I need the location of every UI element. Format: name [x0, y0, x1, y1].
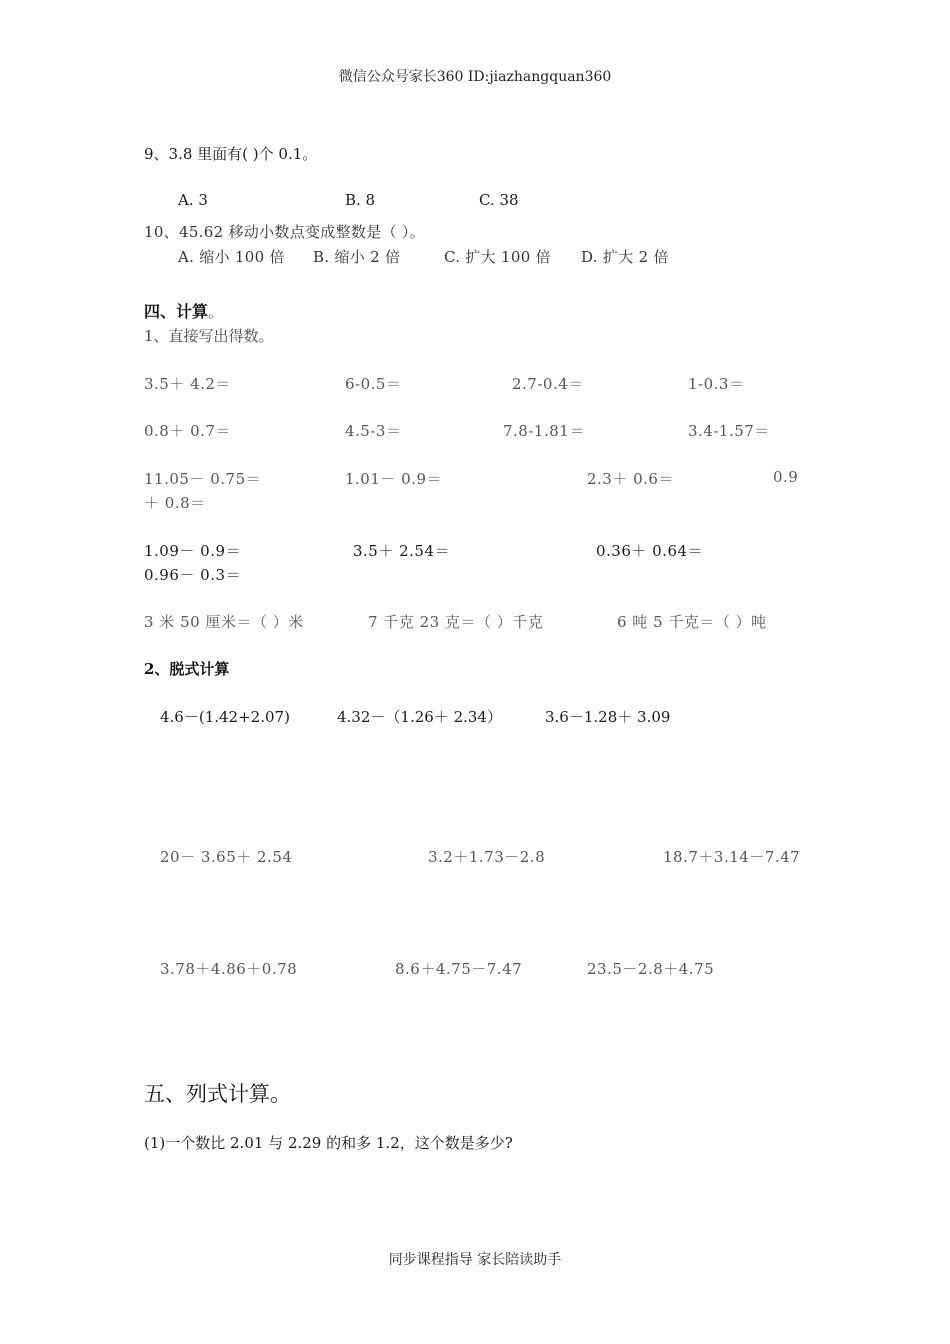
part-2-title: 2、脱式计算 — [144, 660, 230, 678]
step-calc-expression: 3.6－1.28＋ 3.09 — [545, 708, 671, 726]
section-4-title-suffix: 。 — [208, 303, 224, 321]
q10-option-a: A. 缩小 100 倍 — [178, 248, 285, 266]
q9-option-c: C. 38 — [479, 191, 519, 209]
q9-option-a: A. 3 — [178, 191, 208, 209]
q10-option-c: C. 扩大 100 倍 — [444, 248, 551, 266]
unit-conversion: 3 米 50 厘米＝（ ）米 — [144, 613, 304, 631]
page-header: 微信公众号家长360 ID:jiazhangquan360 — [338, 69, 612, 85]
section-4-title: 四、计算 — [144, 302, 209, 321]
oral-calc-item: 2.7-0.4＝ — [512, 375, 584, 393]
step-calc-expression: 18.7＋3.14－7.47 — [663, 848, 801, 866]
word-problem-1: (1)一个数比 2.01 与 2.29 的和多 1.2，这个数是多少? — [144, 1134, 513, 1152]
section-4-heading — [144, 299, 223, 322]
oral-calc-item: 3.5＋ 2.54＝ — [353, 542, 451, 560]
oral-calc-item: 3.5＋ 4.2＝ — [144, 375, 231, 393]
oral-calc-item: 7.8-1.81＝ — [503, 422, 585, 440]
step-calc-expression: 20－ 3.65＋ 2.54 — [160, 848, 293, 866]
q10-option-d: D. 扩大 2 倍 — [581, 248, 669, 266]
step-calc-expression: 4.6－(1.42+2.07) — [160, 708, 290, 726]
oral-calc-item: 4.5-3＝ — [345, 422, 402, 440]
step-calc-expression: 23.5－2.8＋4.75 — [587, 960, 715, 978]
oral-calc-item-wrap: 0.96－ 0.3＝ — [144, 566, 242, 584]
oral-calc-item: 0.8＋ 0.7＝ — [144, 422, 231, 440]
page-footer: 同步课程指导 家长陪读助手 — [388, 1252, 562, 1268]
q9-option-b: B. 8 — [345, 191, 376, 209]
oral-calc-item-wrap: ＋ 0.8＝ — [144, 494, 206, 512]
oral-calc-item: 1.09－ 0.9＝ — [144, 542, 242, 560]
section-5-title: 五、列式计算。 — [144, 1082, 291, 1106]
question-10: 10、45.62 移动小数点变成整数是（ ）。 — [144, 223, 425, 241]
step-calc-expression: 8.6＋4.75－7.47 — [395, 960, 523, 978]
oral-calc-item: 1.01－ 0.9＝ — [345, 470, 443, 488]
part-1-title: 1、直接写出得数。 — [144, 327, 274, 345]
step-calc-expression: 3.2＋1.73－2.8 — [428, 848, 546, 866]
oral-calc-item: 6-0.5＝ — [345, 375, 402, 393]
step-calc-expression: 4.32－（1.26＋ 2.34） — [337, 708, 502, 726]
oral-calc-item: 0.36＋ 0.64＝ — [596, 542, 704, 560]
oral-calc-item: 1-0.3＝ — [688, 375, 745, 393]
unit-conversion: 6 吨 5 千克＝（ ）吨 — [617, 613, 767, 631]
oral-calc-item: 3.4-1.57＝ — [688, 422, 770, 440]
oral-calc-item: 0.9 — [773, 468, 799, 486]
oral-calc-item: 11.05－ 0.75＝ — [144, 470, 262, 488]
unit-conversion: 7 千克 23 克＝（ ）千克 — [368, 613, 544, 631]
question-9: 9、3.8 里面有( )个 0.1。 — [144, 145, 318, 163]
oral-calc-item: 2.3＋ 0.6＝ — [587, 470, 674, 488]
step-calc-expression: 3.78＋4.86＋0.78 — [160, 960, 298, 978]
q10-option-b: B. 缩小 2 倍 — [313, 248, 401, 266]
